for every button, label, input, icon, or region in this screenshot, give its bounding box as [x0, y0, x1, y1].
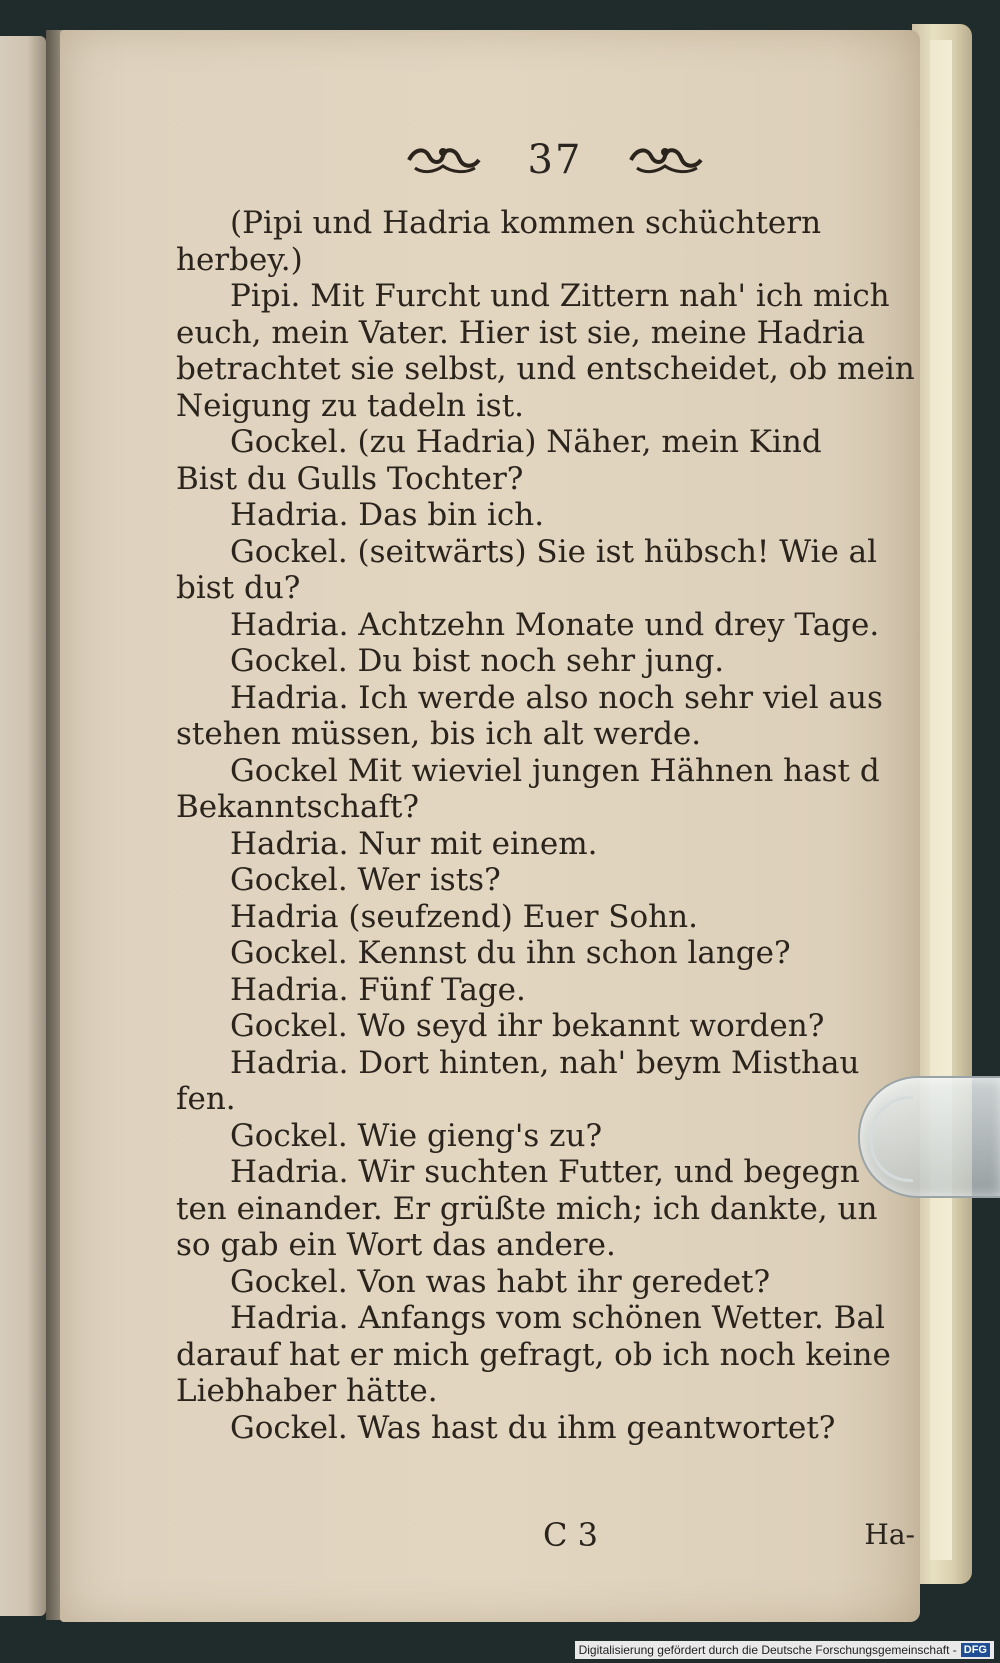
text-line: Hadria. Nur mit einem.: [230, 825, 598, 862]
text-line: Hadria. Ich werde also noch sehr viel aus: [230, 679, 883, 716]
text-line: stehen müssen, bis ich alt werde.: [176, 716, 702, 752]
text-line: Pipi. Mit Furcht und Zittern nah' ich mich: [230, 278, 890, 314]
text-line: Gockel. Kennst du ihn schon lange?: [230, 935, 791, 971]
text-line: Gockel. (seitwärts) Sie ist hübsch! Wie al: [230, 533, 878, 570]
text-line: Neigung zu tadeln ist.: [176, 387, 525, 424]
text-line: Hadria. Das bin ich.: [230, 497, 545, 533]
left-ornament-icon: [405, 142, 483, 178]
dfg-logo: DFG: [961, 1643, 990, 1657]
page-header: [405, 130, 705, 190]
text-line: Gockel. Was hast du ihm geantwortet?: [230, 1409, 836, 1446]
credit-text: Digitalisierung gefördert durch die Deutsche Forschungsgemeinschaft -: [578, 1643, 957, 1657]
text-line: Hadria (seufzend) Euer Sohn.: [230, 898, 698, 935]
printer-signature: C 3: [543, 1516, 599, 1554]
text-line: Gockel. Du bist noch sehr jung.: [230, 643, 725, 679]
text-line: Bekanntschaft?: [176, 789, 420, 825]
text-line: Gockel. Von was habt ihr geredet?: [230, 1263, 771, 1300]
digitization-credit: [575, 1641, 994, 1659]
text-line: Hadria. Anfangs vom schönen Wetter. Bal: [230, 1300, 885, 1336]
text-line: Hadria. Achtzehn Monate und drey Tage.: [230, 606, 880, 643]
text-line: so gab ein Wort das andere.: [176, 1227, 616, 1263]
body-text: [176, 205, 918, 1446]
text-line: Hadria. Fünf Tage.: [230, 971, 526, 1008]
text-line: ten einander. Er grüßte mich; ich dankte, un: [176, 1190, 878, 1227]
text-line: Gockel. (zu Hadria) Näher, mein Kind: [230, 424, 822, 460]
page-stack-inner: [930, 40, 952, 1560]
catchword: Ha-: [864, 1518, 915, 1551]
page-footer: [535, 1516, 915, 1560]
text-line: bist du?: [176, 570, 301, 606]
text-line: Gockel. Wer ists?: [230, 862, 501, 898]
left-page-edge: [0, 36, 46, 1616]
page-number: 37: [527, 137, 583, 183]
text-line: Gockel. Wo seyd ihr bekannt worden?: [230, 1008, 825, 1044]
text-line: Gockel Mit wieviel jungen Hähnen hast d: [230, 752, 880, 789]
text-line: (Pipi und Hadria kommen schüchtern: [230, 205, 822, 241]
text-line: Hadria. Wir suchten Futter, und begegn: [230, 1154, 860, 1190]
text-line: fen.: [176, 1081, 236, 1117]
text-line: Bist du Gulls Tochter?: [176, 460, 524, 497]
text-line: Hadria. Dort hinten, nah' beym Misthau: [230, 1044, 860, 1081]
right-ornament-icon: [627, 142, 705, 178]
text-line: herbey.): [176, 241, 303, 278]
text-line: Liebhaber hätte.: [176, 1373, 438, 1409]
text-line: darauf hat er mich gefragt, ob ich noch keine: [176, 1336, 891, 1373]
text-line: euch, mein Vater. Hier ist sie, meine Hadria: [176, 314, 866, 351]
text-line: Gockel. Wie gieng's zu?: [230, 1117, 603, 1154]
text-line: betrachtet sie selbst, und entscheidet, ob mein: [176, 351, 915, 387]
